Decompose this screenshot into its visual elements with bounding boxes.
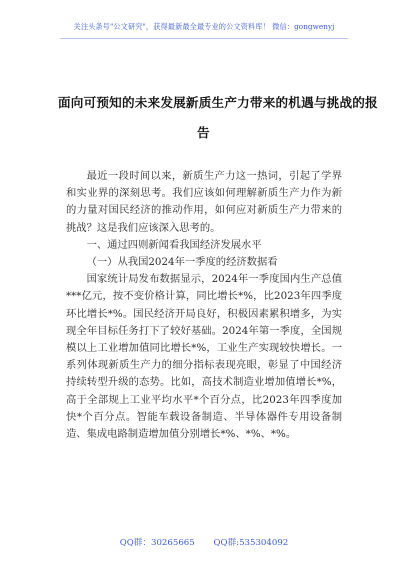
body-paragraph-1: 国家统计局发布数据显示，2024年一季度国内生产总值***亿元，按不变价格计算，同比增长*%，比2023年四季度环比增长*%。国民经济开局良好，积极因素累积增多，为实现全年目标任务打下了较好基础。2024年第一季度，全国规模以上工业增加值同比增长*%，工业生产实现较快增长。一系列体现新质生产力的细分指标表现亮眼，彰显了中国经济持续转型升级的态势。比如，高技术制造业增加值增长*%，高于全部规上工业平均水平*个百分点，比2023年四季度加快*个百分点。智能车载设备制造、半导体器件专用设备制造、集成电路制造增加值分别增长*%、*%、*%。 [66, 273, 342, 441]
intro-paragraph: 最近一段时间以来，新质生产力这一热词，引起了学界和实业界的深刻思考。我们应该如何理解新质生产力作为新的力量对国民经济的推动作用，如何应对新质生产力带来的挑战？这是我们应该深入思考的。 [66, 170, 342, 234]
section-heading-1: 一、通过四则新闻看我国经济发展水平 [86, 238, 262, 251]
footer-qq-group-1: QQ群：30265665 [119, 538, 195, 548]
footer-qq-group-2: QQ群:535304092 [213, 538, 289, 548]
header-banner: 关注头条号"公文研究"，获得最新最全最专业的公文资料库！ 微信：gongwenyj [73, 22, 335, 31]
document-body [66, 168, 342, 443]
subsection-heading-1: （一）从我国2024年一季度的经济数据看 [86, 256, 278, 269]
header-divider [60, 38, 348, 39]
footer [0, 536, 408, 548]
document-title-line-2: 告 [197, 125, 210, 140]
document-title-line-1: 面向可预知的未来发展新质生产力带来的机遇与挑战的报 [58, 95, 378, 110]
